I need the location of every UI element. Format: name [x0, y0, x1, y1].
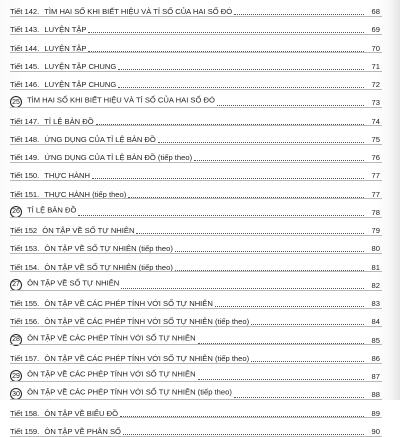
toc-entry-label: [10, 44, 86, 53]
toc-entry: [10, 327, 380, 345]
toc-page-number: 83: [371, 299, 380, 308]
toc-page-number: 71: [371, 61, 380, 71]
toc-unit-badge: 30: [10, 388, 22, 400]
toc-entry-label: [10, 387, 232, 399]
toc-entry-title: ỨNG DỤNG CỦA TỈ LỆ BẢN ĐỒ: [44, 134, 156, 144]
dot-leader: [118, 79, 364, 88]
toc-entry-title: LUYỆN TẬP CHUNG: [44, 61, 117, 71]
toc-lesson-number: Tiết 153.: [10, 244, 40, 254]
toc-entry-title: ÔN TẬP VỀ PHÂN SỐ: [44, 426, 121, 436]
dot-leader: [92, 170, 364, 179]
dot-leader: [175, 262, 364, 271]
toc-unit-badge: 27: [10, 279, 22, 291]
dot-leader: [217, 97, 364, 106]
toc-entry-title: ÔN TẬP VỀ CÁC PHÉP TÍNH VỚI SỐ TỰ NHIÊN: [27, 369, 196, 379]
toc-entry-label: [10, 190, 126, 199]
toc-entry-label: [10, 299, 213, 308]
toc-entry: [10, 381, 380, 399]
dot-leader: [194, 152, 364, 161]
toc-lesson-number: Tiết 156.: [10, 317, 40, 327]
toc-entry: [10, 53, 380, 71]
toc-entry-title: ÔN TẬP VỀ SỐ TỰ NHIÊN: [42, 226, 135, 235]
toc-entry-label: [10, 354, 249, 363]
toc-page-number: 90: [371, 426, 380, 436]
toc-entry: [10, 181, 380, 199]
toc-unit-badge: 29: [10, 370, 22, 382]
toc-entry-label: [10, 205, 76, 217]
toc-page-number: 87: [371, 372, 380, 381]
toc-entry: [10, 162, 380, 180]
toc-page-number: 82: [371, 280, 380, 290]
toc-entry: [10, 254, 380, 272]
toc-entry: [10, 35, 380, 53]
toc-entry-label: [10, 317, 249, 326]
toc-entry-label: [10, 117, 94, 126]
toc-entry-label: [10, 427, 121, 436]
dot-leader: [175, 243, 364, 252]
toc-lesson-number: Tiết 143.: [10, 25, 40, 35]
toc-page-number: 85: [371, 335, 380, 345]
dot-leader: [234, 6, 364, 15]
toc-entry-title: ÔN TẬP VỀ CÁC PHÉP TÍNH VỚI SỐ TỰ NHIÊN (tiếp theo): [44, 317, 250, 327]
toc-entry: [10, 363, 380, 381]
dot-leader: [88, 24, 364, 33]
toc-page-number: 81: [371, 262, 380, 272]
dot-leader: [198, 371, 364, 380]
toc-page-number: 68: [371, 7, 380, 16]
toc-page-number: 78: [371, 207, 380, 217]
toc-page-number: 84: [371, 317, 380, 327]
toc-entry-title: TÌM HAI SỐ KHI BIẾT HIỆU VÀ TỈ SỐ CỦA HAI SỐ ĐÓ: [26, 95, 215, 105]
toc-page-number: 79: [371, 226, 380, 235]
toc-entry-label: [10, 62, 116, 71]
toc-page-number: 88: [371, 390, 380, 400]
toc-entry-title: ÔN TẬP VỀ CÁC PHÉP TÍNH VỚI SỐ TỰ NHIÊN: [44, 299, 213, 308]
dot-leader: [251, 316, 364, 325]
dot-leader: [78, 207, 364, 216]
dot-leader: [118, 61, 364, 70]
toc-entry: [10, 108, 380, 126]
toc-lesson-number: Tiết 146.: [10, 80, 40, 89]
dot-leader: [251, 353, 364, 362]
row-rule: [10, 436, 382, 437]
toc-lesson-number: Tiết 154.: [10, 262, 40, 272]
toc-lesson-number: Tiết 152: [10, 226, 38, 235]
toc-lesson-number: Tiết 151.: [10, 189, 40, 199]
toc-page-number: 89: [371, 408, 380, 418]
toc-entry: [10, 345, 380, 363]
toc-entry: [10, 235, 380, 253]
toc-unit-badge: 26: [10, 206, 22, 218]
toc-entry: [10, 144, 380, 162]
toc-entry-label: [10, 135, 156, 144]
toc-page-number: 73: [371, 98, 380, 108]
toc-entry: [10, 71, 380, 89]
toc-entry: [10, 0, 380, 16]
toc-lesson-number: Tiết 145.: [10, 61, 40, 71]
toc-entry-label: [10, 153, 192, 162]
toc-lesson-number: Tiết 147.: [10, 116, 40, 126]
dot-leader: [215, 298, 364, 307]
toc-entry-title: ÔN TẬP VỀ BIỂU ĐỒ: [44, 408, 118, 418]
toc-entry-label: [10, 80, 116, 89]
page-edge-shadow: [390, 0, 400, 400]
toc-lesson-number: Tiết 149.: [10, 153, 40, 162]
toc-entry-title: ÔN TẬP VỀ CÁC PHÉP TÍNH VỚI SỐ TỰ NHIÊN (tiếp theo): [27, 387, 232, 397]
toc-page-number: 74: [371, 116, 380, 126]
toc-entry-title: TÌM HAI SỐ KHI BIẾT HIỆU VÀ TỈ SỐ CỦA HAI SỐ ĐÓ: [44, 7, 233, 16]
dot-leader: [96, 116, 364, 125]
toc-entry-title: ÔN TẬP VỀ CÁC PHÉP TÍNH VỚI SỐ TỰ NHIÊN (tiếp theo): [44, 353, 250, 363]
toc-lesson-number: Tiết 157.: [10, 353, 40, 363]
toc-page-number: 70: [371, 43, 380, 53]
toc-page-number: 76: [371, 153, 380, 162]
toc-entry: [10, 217, 380, 235]
toc-entry-title: LUYỆN TẬP CHUNG: [44, 80, 117, 89]
toc-entry-label: [10, 263, 173, 272]
toc-page-number: 72: [371, 80, 380, 89]
toc-entry-title: ỨNG DỤNG CỦA TỈ LỆ BẢN ĐỒ (tiếp theo): [44, 153, 193, 162]
toc-entry-title: ÔN TẬP VỀ SỐ TỰ NHIÊN (tiếp theo): [44, 244, 173, 254]
toc-entry: [10, 290, 380, 308]
toc-entry: [10, 89, 380, 107]
dot-leader: [234, 389, 364, 398]
toc-lesson-number: Tiết 158.: [10, 408, 40, 418]
dot-leader: [158, 134, 364, 143]
toc-entry-label: [10, 333, 196, 345]
toc-lesson-number: Tiết 144.: [10, 43, 40, 53]
toc-entry: [10, 272, 380, 290]
toc-unit-badge: 25: [10, 96, 22, 108]
toc-entry: [10, 199, 380, 217]
toc-entry-label: [10, 25, 86, 34]
toc-entry: [10, 16, 380, 34]
toc-entry: [10, 400, 380, 418]
toc-page-number: 86: [371, 353, 380, 363]
toc-page-number: 77: [371, 171, 380, 181]
toc-entry-title: ÔN TẬP VỀ CÁC PHÉP TÍNH VỚI SỐ TỰ NHIÊN: [27, 333, 196, 342]
toc-lesson-number: Tiết 148.: [10, 134, 40, 144]
toc-entry-title: TỈ LỆ BẢN ĐỒ: [26, 205, 77, 215]
dot-leader: [121, 280, 364, 289]
toc-unit-badge: 28: [10, 334, 22, 346]
toc-lesson-number: Tiết 150.: [10, 171, 40, 181]
toc-entry-title: TỈ LỆ BẢN ĐỒ: [44, 116, 94, 126]
toc-entry: [10, 418, 380, 436]
toc-entry-label: [10, 409, 118, 418]
toc-entry-title: LUYỆN TẬP: [44, 25, 87, 35]
toc-page-number: 80: [371, 244, 380, 254]
toc-entry-label: [10, 226, 134, 235]
toc-entry: [10, 308, 380, 326]
toc-entry-label: [10, 95, 215, 107]
toc-page-number: 75: [371, 134, 380, 144]
toc-entry: [10, 126, 380, 144]
toc-page-number: 77: [371, 189, 380, 199]
dot-leader: [136, 225, 364, 234]
dot-leader: [120, 408, 364, 417]
toc-entry-label: [10, 278, 119, 290]
toc-entry-title: ÔN TẬP VỀ SỐ TỰ NHIÊN (tiếp theo): [44, 262, 173, 272]
toc-entry-label: [10, 171, 90, 180]
toc-entry-title: THỰC HÀNH (tiếp theo): [44, 189, 127, 199]
dot-leader: [198, 335, 364, 344]
toc-lesson-number: Tiết 155.: [10, 299, 40, 308]
toc-entry-title: LUYỆN TẬP: [44, 43, 87, 53]
toc-entry-label: [10, 369, 196, 381]
toc-page-number: 69: [371, 25, 380, 35]
dot-leader: [128, 189, 364, 198]
toc-entry-label: [10, 7, 232, 16]
toc-lesson-number: Tiết 159.: [10, 426, 40, 436]
dot-leader: [88, 43, 364, 52]
toc-lesson-number: Tiết 142.: [10, 7, 40, 16]
dot-leader: [123, 426, 364, 435]
toc-entry-title: THỰC HÀNH: [44, 171, 90, 181]
toc-entry-label: [10, 244, 173, 253]
toc-entry-title: ÔN TẬP VỀ SỐ TỰ NHIÊN: [27, 278, 120, 288]
